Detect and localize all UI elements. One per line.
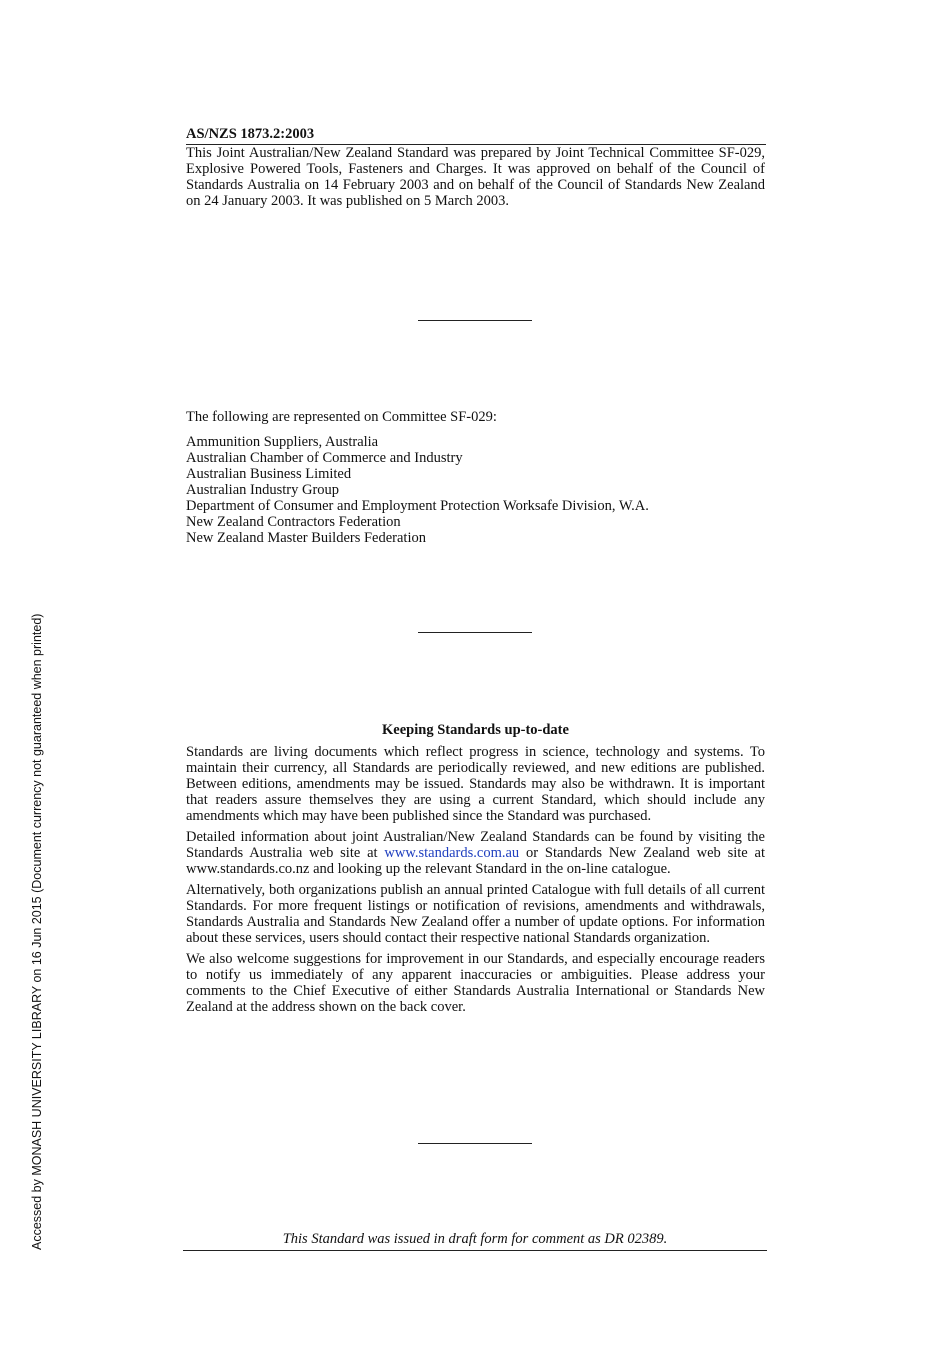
- committee-intro: The following are represented on Committee SF-029:: [186, 409, 497, 425]
- committee-section: [186, 409, 765, 546]
- draft-note: This Standard was issued in draft form for comment as DR 02389.: [183, 1231, 767, 1251]
- section-divider-2: [418, 632, 532, 633]
- section-divider-3: [418, 1143, 532, 1144]
- keeping-paragraph-4: We also welcome suggestions for improvement in our Standards, and especially encourage readers to notify us immediately of any apparent inaccuracies or ambiguities. Please address your comments to the Chief Executive of either Standards Australia International or Standards New Zealand at the address shown on the back cover.: [186, 951, 765, 1015]
- committee-member: Australian Chamber of Commerce and Industry: [186, 450, 463, 466]
- committee-member: New Zealand Contractors Federation: [186, 514, 401, 530]
- keeping-paragraph-3: Alternatively, both organizations publish an annual printed Catalogue with full details of all current Standards. For more frequent listings or notification of revisions, amendments and withdrawals, Standards Australia and Standards New Zealand offer a number of update options. For information about these services, users should contact their respective national Standards organization.: [186, 882, 765, 946]
- section-divider-1: [418, 320, 532, 321]
- keeping-paragraph-2: [186, 829, 765, 877]
- keeping-paragraph-2-end: or Standards New Zealand web site at www.standards.co.nz and looking up the relevant Standard in the on-line catalogue.: [186, 845, 766, 877]
- keeping-paragraph-1: Standards are living documents which reflect progress in science, technology and systems. To maintain their currency, all Standards are periodically reviewed, and new editions are published. Between editions, amendments may be issued. Standards may also be withdrawn. It is important that readers assure themselves they are using a current Standard, which should include any amendments which may have been published since the Standard was purchased.: [186, 744, 765, 824]
- committee-member-list: [186, 434, 765, 546]
- committee-member: Australian Industry Group: [186, 482, 340, 498]
- preparation-text: This Joint Australian/New Zealand Standard was prepared by Joint Technical Committee SF-029, Explosive Powered Tools, Fasteners and Charges. It was approved on behalf of the Council of Standards Australia on 14 February 2003 and on behalf of the Council of Standards New Zealand on 24 January 2003. It was published on 5 March 2003.: [186, 145, 765, 209]
- committee-member: Department of Consumer and Employment Protection Worksafe Division, W.A.: [186, 498, 649, 514]
- committee-member: New Zealand Master Builders Federation: [186, 530, 426, 546]
- standard-identifier: AS/NZS 1873.2:2003: [186, 126, 766, 145]
- committee-member: Ammunition Suppliers, Australia: [186, 434, 379, 450]
- keeping-paragraph-2-start: Detailed information about joint Australian/New Zealand Standards can be found by visiting the Standards Australia web site at: [186, 829, 765, 861]
- preparation-paragraph: [186, 145, 765, 214]
- keeping-standards-body: [186, 744, 765, 1020]
- access-stamp: Accessed by MONASH UNIVERSITY LIBRARY on 16 Jun 2015 (Document currency not guaranteed when printed): [30, 613, 44, 1250]
- keeping-standards-heading: Keeping Standards up-to-date: [382, 722, 569, 738]
- standards-australia-link[interactable]: www.standards.com.au: [384, 845, 520, 861]
- committee-member: Australian Business Limited: [186, 466, 352, 482]
